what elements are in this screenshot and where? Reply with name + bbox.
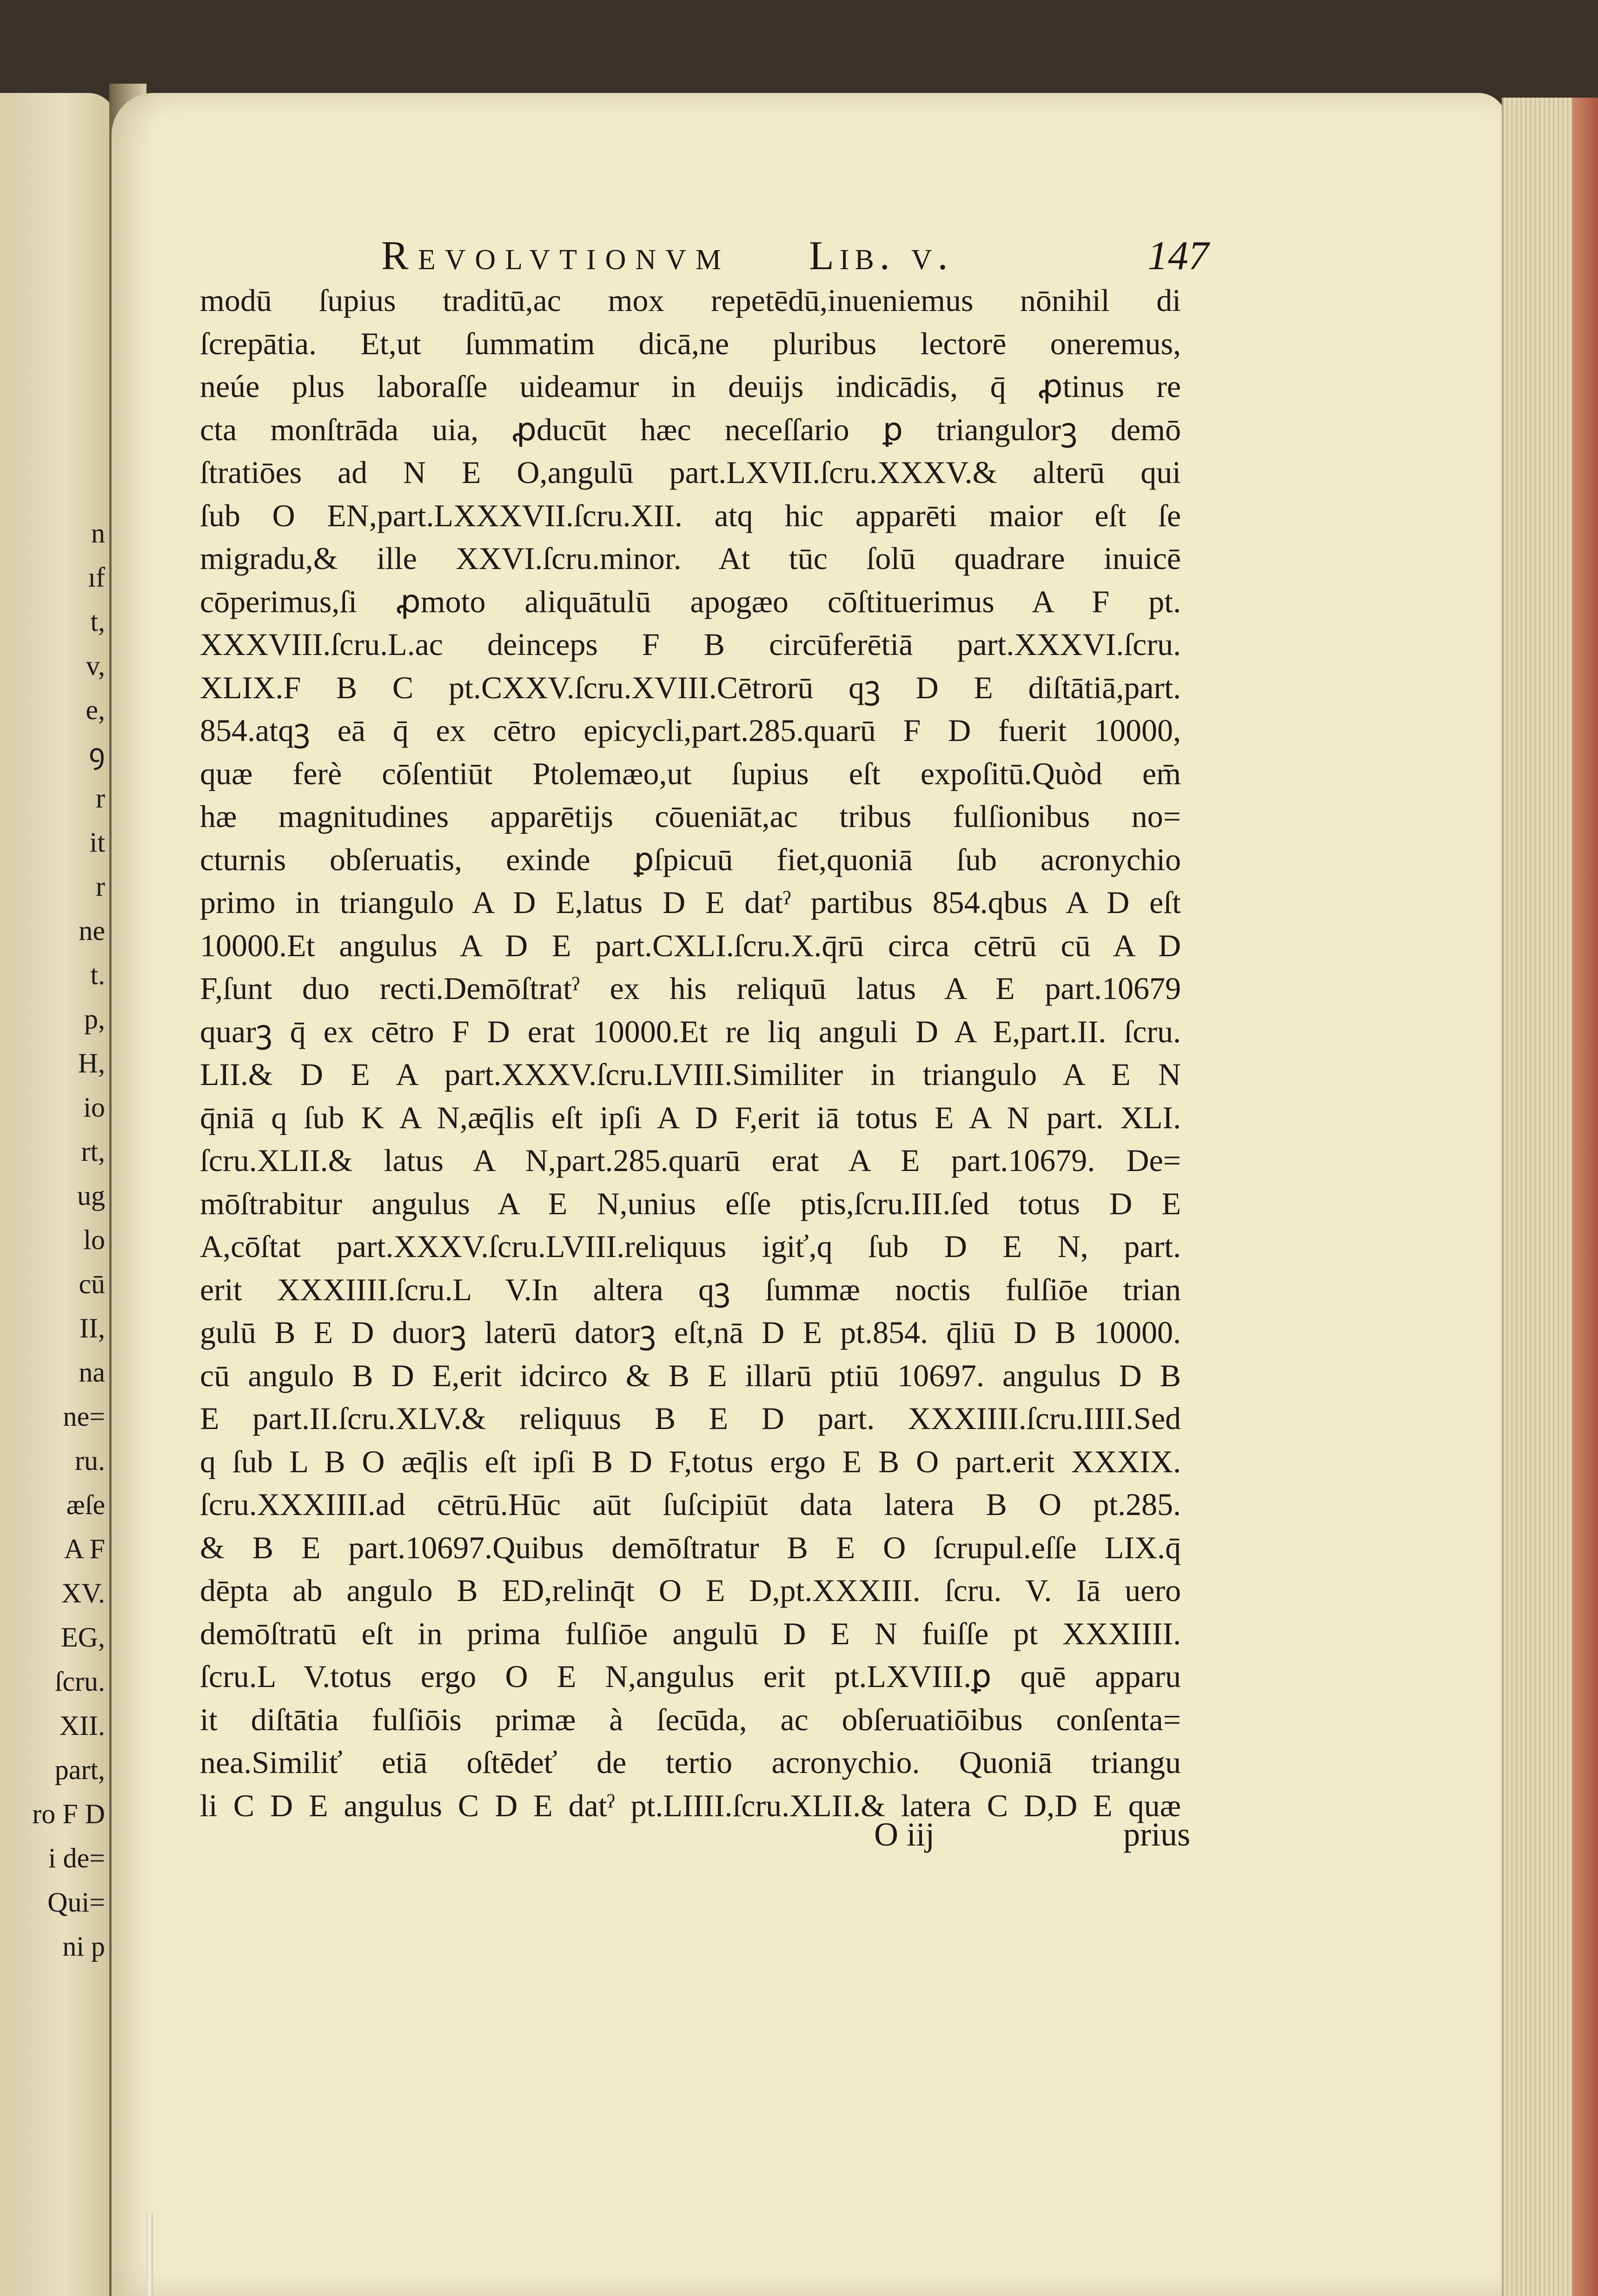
left-margin-fragments [0, 511, 116, 1969]
left-margin-fragment: XII. [59, 1710, 105, 1741]
text-line: F,ſunt duo recti.Demōſtratˀ ex his reliquū latus A E part.10679 [200, 971, 1181, 1006]
left-margin-fragment: v, [86, 650, 105, 681]
text-line: gulū B E D duorꝫ laterū datorꝫ eſt,nā D E pt.854. q̄liū D B 10000. [200, 1315, 1181, 1350]
text-line: mōſtrabitur angulus A E N,unius eſſe ptis,ſcru.III.ſed totus D E [200, 1185, 1181, 1221]
catchword: prius [1123, 1816, 1190, 1853]
left-margin-fragment: XV. [61, 1578, 105, 1608]
text-line: cōperimus,ſi ꝓmoto aliquātulū apogæo cōſtituerimus A F pt. [200, 583, 1181, 619]
red-page-edge [1572, 98, 1598, 2296]
text-line: dēpta ab angulo B ED,relinq̄t O E D,pt.XXXIII. ſcru. V. Iā uero [200, 1573, 1181, 1608]
left-margin-fragment: II, [80, 1313, 105, 1343]
left-margin-fragment: io [83, 1092, 105, 1123]
text-line: XXXVIII.ſcru.L.ac deinceps F B circūferētiā part.XXXVI.ſcru. [200, 627, 1181, 662]
text-line: cta monſtrāda uia, ꝓducūt hæc neceſſario ꝑ triangulorꝫ demō [200, 411, 1181, 447]
left-margin-fragment: r [96, 871, 105, 902]
catchline [874, 1815, 1190, 1862]
left-margin-fragment: ne [79, 915, 105, 946]
left-margin-fragment: ni p [62, 1931, 105, 1962]
left-margin-fragment: ſcru. [54, 1666, 105, 1697]
main-text-block [200, 279, 1181, 1827]
text-line: cū angulo B D E,erit idcirco & B E illarū ptiū 10697. angulus D B [200, 1357, 1181, 1393]
signature-mark: O iij [874, 1816, 935, 1853]
page-edges [1502, 98, 1598, 2296]
left-margin-fragment: ug [77, 1180, 105, 1211]
text-line: LII.& D E A part.XXXV.ſcru.LVIII.Similiter in triangulo A E N [200, 1057, 1181, 1092]
left-margin-fragment: part, [54, 1754, 105, 1785]
left-margin-fragment: H, [78, 1048, 105, 1079]
text-line: quarꝫ q̄ ex cētro F D erat 10000.Et re liq anguli D A E,part.II. ſcru. [200, 1013, 1181, 1049]
left-margin-fragment: p, [84, 1004, 105, 1034]
left-margin-fragment: A F [64, 1534, 105, 1564]
text-line: ſub O EN,part.LXXXVII.ſcru.XII. atq hic apparēti maior eſt ſe [200, 497, 1181, 533]
running-head-book: Lib. v. [809, 233, 954, 278]
left-margin-fragment: na [79, 1357, 105, 1388]
left-margin-fragment: t, [90, 606, 105, 637]
text-line: 854.atqꝫ eā q̄ ex cētro epicycli,part.285.quarū F D fuerit 10000, [200, 713, 1181, 748]
text-line: ſcrepātia. Et,ut ſummatim dicā,ne pluribus lectorē oneremus, [200, 325, 1181, 361]
left-margin-fragment: rt, [81, 1136, 105, 1167]
text-line: erit XXXIIII.ſcru.L V.In altera qꝫ ſummæ noctis fulſiōe trian [200, 1271, 1181, 1307]
text-line: q ſub L B O æq̄lis eſt ipſi B D F,totus ergo E B O part.erit XXXIX. [200, 1443, 1181, 1479]
text-line: nea.Similiť etiā oſtēdeť de tertio acronychio. Quoniā triangu [200, 1745, 1181, 1780]
left-page [0, 93, 116, 2296]
text-line: primo in triangulo A D E,latus D E datˀ partibus 854.qbus A D eſt [200, 885, 1181, 920]
text-line: quæ ferè cōſentiūt Ptolemæo,ut ſupius eſt expoſitū.Quòd em̄ [200, 755, 1181, 791]
left-margin-fragment: ro F D [32, 1799, 105, 1829]
text-line: ſcru.L V.totus ergo O E N,angulus erit pt.LXVIII.ꝑ quē apparu [200, 1659, 1181, 1694]
left-margin-fragment: r [96, 783, 105, 814]
text-line: migradu,& ille XXVI.ſcru.minor. At tūc ſolū quadrare inuicē [200, 541, 1181, 576]
text-line: q̄niā q ſub K A N,æq̄lis eſt ipſi A D F,erit iā totus E A N part. XLI. [200, 1099, 1181, 1135]
text-line: hæ magnitudines apparētijs cōueniāt,ac tribus fulſionibus no= [200, 799, 1181, 834]
left-margin-fragment: lo [83, 1224, 105, 1255]
text-line: A,cōſtat part.XXXV.ſcru.LVIII.reliquus igiť,q ſub D E N, part. [200, 1229, 1181, 1264]
left-margin-fragment: ꝯ [88, 739, 105, 769]
text-line: ſtratiōes ad N E O,angulū part.LXVII.ſcru.XXXV.& alterū qui [200, 455, 1181, 490]
text-line: demōſtratū eſt in prima fulſiōe angulū D E N fuiſſe pt XXXIIII. [200, 1615, 1181, 1651]
text-line: cturnis obſeruatis, exinde ꝑſpicuū fiet,quoniā ſub acronychio [200, 841, 1181, 877]
left-margin-fragment: æſe [66, 1489, 105, 1520]
left-margin-fragment: n [91, 518, 105, 549]
left-margin-fragment: Qui= [47, 1887, 105, 1918]
left-margin-fragment: ne= [63, 1401, 105, 1432]
left-margin-fragment: EG, [61, 1622, 105, 1653]
text-line: & B E part.10697.Quibus demōſtratur B E O ſcrupul.eſſe LIX.q̄ [200, 1529, 1181, 1565]
text-line: XLIX.F B C pt.CXXV.ſcru.XVIII.Cētrorū qꝫ D E diſtātiā,part. [200, 669, 1181, 705]
left-margin-fragment: it [89, 827, 105, 858]
text-line: ſcru.XXXIIII.ad cētrū.Hūc aūt ſuſcipiūt data latera B O pt.285. [200, 1487, 1181, 1522]
text-line: neúe plus laboraſſe uideamur in deuijs indicādis, q̄ ꝓtinus re [200, 369, 1181, 404]
text-line: E part.II.ſcru.XLV.& reliquus B E D part. XXXIIII.ſcru.IIII.Sed [200, 1401, 1181, 1436]
page-number: 147 [1147, 233, 1209, 278]
running-head [381, 232, 1209, 284]
running-head-title: Revolvtionvm [381, 233, 731, 278]
left-margin-fragment: i de= [48, 1843, 105, 1873]
left-margin-fragment: ru. [75, 1445, 105, 1476]
binding-thread [146, 2213, 153, 2296]
text-line: 10000.Et angulus A D E part.CXLI.ſcru.X.q̄rū circa cētrū cū A D [200, 927, 1181, 963]
left-margin-fragment: t. [90, 959, 105, 990]
text-line: modū ſupius traditū,ac mox repetēdū,inueniemus nōnihil di [200, 283, 1181, 318]
left-margin-fragment: e, [86, 695, 105, 725]
left-margin-fragment: ıf [88, 562, 105, 593]
left-margin-fragment: cū [79, 1269, 105, 1299]
text-line: ſcru.XLII.& latus A N,part.285.quarū erat A E part.10679. De= [200, 1143, 1181, 1178]
text-line: it diſtātia fulſiōis primæ à ſecūda, ac obſeruatiōibus conſenta= [200, 1701, 1181, 1737]
text-line: li C D E angulus C D E datˀ pt.LIIII.ſcru.XLII.& latera C D,D E quæ [200, 1787, 1181, 1823]
